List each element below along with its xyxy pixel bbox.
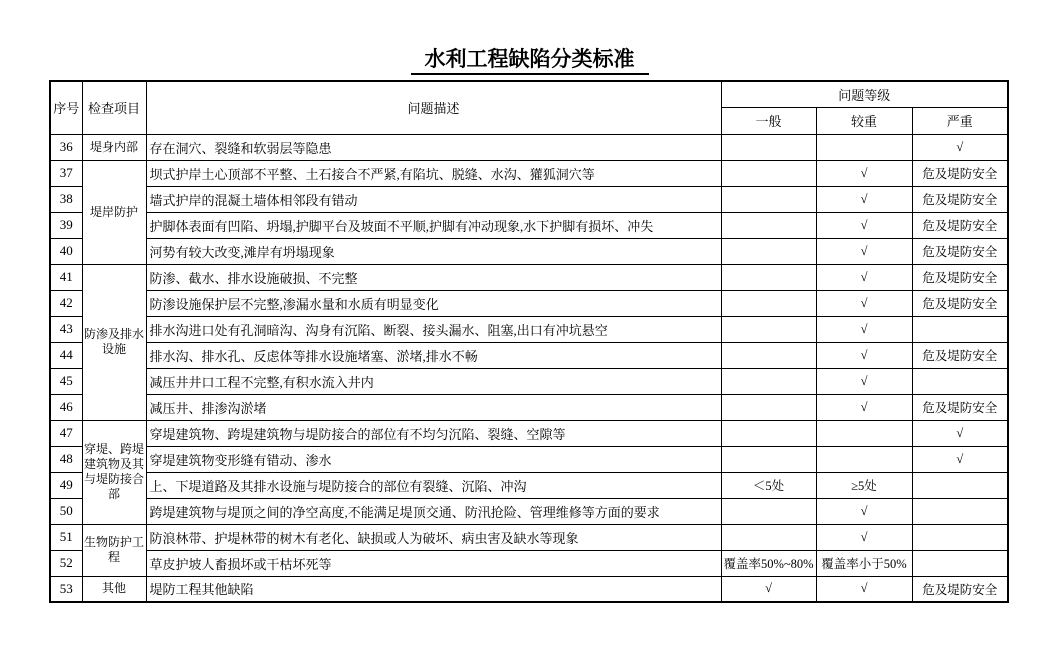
cell-problem-description: 排水沟进口处有孔洞暗沟、沟身有沉陷、断裂、接头漏水、阻塞,出口有冲坑悬空 <box>146 316 721 342</box>
cell-level-moderate: √ <box>816 264 912 290</box>
table-row <box>50 576 1008 602</box>
cell-check-item-group: 堤岸防护 <box>82 160 146 264</box>
cell-level-severe: 危及堤防安全 <box>912 238 1008 264</box>
cell-check-item-group: 生物防护工程 <box>82 524 146 576</box>
defect-classification-table <box>49 80 1009 603</box>
cell-problem-description: 河势有较大改变,滩岸有坍塌现象 <box>146 238 721 264</box>
cell-problem-description: 防渗设施保护层不完整,渗漏水量和水质有明显变化 <box>146 290 721 316</box>
cell-level-general: ＜5处 <box>721 472 816 498</box>
table-header <box>50 81 1008 134</box>
cell-serial-number: 49 <box>50 472 82 498</box>
cell-problem-description: 草皮护坡人畜损坏或干枯坏死等 <box>146 550 721 576</box>
cell-level-general <box>721 238 816 264</box>
cell-level-moderate: √ <box>816 498 912 524</box>
cell-level-severe: 危及堤防安全 <box>912 186 1008 212</box>
cell-level-moderate: √ <box>816 290 912 316</box>
header-check-item: 检查项目 <box>82 81 146 134</box>
cell-level-general <box>721 186 816 212</box>
table-row <box>50 290 1008 316</box>
cell-level-severe: 危及堤防安全 <box>912 264 1008 290</box>
table-row <box>50 342 1008 368</box>
table-row <box>50 446 1008 472</box>
table-row <box>50 524 1008 550</box>
cell-level-moderate: √ <box>816 186 912 212</box>
cell-level-severe: 危及堤防安全 <box>912 342 1008 368</box>
cell-problem-description: 墙式护岸的混凝土墙体相邻段有错动 <box>146 186 721 212</box>
table-body <box>50 134 1008 602</box>
table-row <box>50 394 1008 420</box>
header-problem-level: 问题等级 <box>721 81 1008 107</box>
cell-serial-number: 36 <box>50 134 82 160</box>
cell-serial-number: 38 <box>50 186 82 212</box>
cell-problem-description: 防浪林带、护堤林带的树木有老化、缺损或人为破坏、病虫害及缺水等现象 <box>146 524 721 550</box>
cell-serial-number: 41 <box>50 264 82 290</box>
cell-serial-number: 52 <box>50 550 82 576</box>
cell-serial-number: 39 <box>50 212 82 238</box>
page-title: 水利工程缺陷分类标准 <box>411 47 649 75</box>
cell-problem-description: 减压井井口工程不完整,有积水流入井内 <box>146 368 721 394</box>
cell-level-severe: 危及堤防安全 <box>912 212 1008 238</box>
cell-serial-number: 46 <box>50 394 82 420</box>
cell-level-general <box>721 498 816 524</box>
table-row <box>50 420 1008 446</box>
cell-level-severe <box>912 524 1008 550</box>
document-page <box>0 47 1059 669</box>
cell-level-severe: 危及堤防安全 <box>912 394 1008 420</box>
cell-level-general <box>721 368 816 394</box>
cell-level-general <box>721 446 816 472</box>
cell-level-general <box>721 524 816 550</box>
cell-level-moderate: √ <box>816 212 912 238</box>
cell-problem-description: 防渗、截水、排水设施破损、不完整 <box>146 264 721 290</box>
cell-level-general <box>721 134 816 160</box>
cell-level-general <box>721 394 816 420</box>
cell-serial-number: 48 <box>50 446 82 472</box>
cell-serial-number: 53 <box>50 576 82 602</box>
cell-problem-description: 护脚体表面有凹陷、坍塌,护脚平台及坡面不平顺,护脚有冲动现象,水下护脚有损坏、冲失 <box>146 212 721 238</box>
cell-level-severe <box>912 498 1008 524</box>
cell-level-severe: 危及堤防安全 <box>912 290 1008 316</box>
cell-check-item-group: 穿堤、跨堤建筑物及其与堤防接合部 <box>82 420 146 524</box>
cell-level-general <box>721 342 816 368</box>
cell-level-moderate <box>816 446 912 472</box>
cell-serial-number: 47 <box>50 420 82 446</box>
header-problem-description: 问题描述 <box>146 81 721 134</box>
cell-level-general <box>721 290 816 316</box>
cell-level-moderate: √ <box>816 368 912 394</box>
cell-level-moderate: √ <box>816 342 912 368</box>
cell-level-severe <box>912 368 1008 394</box>
cell-level-general <box>721 420 816 446</box>
cell-level-severe <box>912 550 1008 576</box>
table-row <box>50 160 1008 186</box>
cell-level-general: 覆盖率50%~80% <box>721 550 816 576</box>
cell-problem-description: 穿堤建筑物变形缝有错动、渗水 <box>146 446 721 472</box>
cell-problem-description: 堤防工程其他缺陷 <box>146 576 721 602</box>
cell-problem-description: 穿堤建筑物、跨堤建筑物与堤防接合的部位有不均匀沉陷、裂缝、空隙等 <box>146 420 721 446</box>
cell-level-moderate: √ <box>816 524 912 550</box>
table-row <box>50 316 1008 342</box>
cell-problem-description: 跨堤建筑物与堤顶之间的净空高度,不能满足堤顶交通、防汛抢险、管理维修等方面的要求 <box>146 498 721 524</box>
cell-level-general <box>721 316 816 342</box>
cell-level-severe <box>912 472 1008 498</box>
cell-level-moderate: ≥5处 <box>816 472 912 498</box>
cell-serial-number: 50 <box>50 498 82 524</box>
cell-level-severe: √ <box>912 446 1008 472</box>
cell-level-moderate: √ <box>816 576 912 602</box>
table-row <box>50 368 1008 394</box>
cell-problem-description: 排水沟、排水孔、反虑体等排水设施堵塞、淤堵,排水不畅 <box>146 342 721 368</box>
cell-level-severe: √ <box>912 420 1008 446</box>
cell-problem-description: 存在洞穴、裂缝和软弱层等隐患 <box>146 134 721 160</box>
cell-level-moderate: √ <box>816 238 912 264</box>
header-row-1 <box>50 81 1008 107</box>
cell-serial-number: 43 <box>50 316 82 342</box>
cell-level-moderate: √ <box>816 316 912 342</box>
cell-level-moderate <box>816 420 912 446</box>
table-row <box>50 264 1008 290</box>
cell-serial-number: 42 <box>50 290 82 316</box>
cell-level-moderate: 覆盖率小于50% <box>816 550 912 576</box>
cell-serial-number: 40 <box>50 238 82 264</box>
table-row <box>50 186 1008 212</box>
header-level-moderate: 较重 <box>816 107 912 134</box>
cell-serial-number: 51 <box>50 524 82 550</box>
header-level-general: 一般 <box>721 107 816 134</box>
table-row <box>50 134 1008 160</box>
cell-level-general <box>721 264 816 290</box>
table-row <box>50 550 1008 576</box>
cell-level-moderate <box>816 134 912 160</box>
cell-level-moderate: √ <box>816 160 912 186</box>
table-row <box>50 498 1008 524</box>
cell-level-severe: √ <box>912 134 1008 160</box>
cell-problem-description: 减压井、排渗沟淤堵 <box>146 394 721 420</box>
cell-problem-description: 坝式护岸土心顶部不平整、土石接合不严紧,有陷坑、脱缝、水沟、獾狐洞穴等 <box>146 160 721 186</box>
cell-check-item-group: 其他 <box>82 576 146 602</box>
header-serial-number: 序号 <box>50 81 82 134</box>
table-row <box>50 212 1008 238</box>
cell-problem-description: 上、下堤道路及其排水设施与堤防接合的部位有裂缝、沉陷、冲沟 <box>146 472 721 498</box>
cell-level-severe: 危及堤防安全 <box>912 160 1008 186</box>
table-row <box>50 472 1008 498</box>
cell-check-item-group: 防渗及排水设施 <box>82 264 146 420</box>
cell-level-moderate: √ <box>816 394 912 420</box>
title-container <box>0 47 1059 75</box>
cell-level-severe: 危及堤防安全 <box>912 576 1008 602</box>
table-row <box>50 238 1008 264</box>
cell-serial-number: 44 <box>50 342 82 368</box>
cell-check-item-group: 堤身内部 <box>82 134 146 160</box>
cell-level-general <box>721 212 816 238</box>
header-level-severe: 严重 <box>912 107 1008 134</box>
cell-serial-number: 45 <box>50 368 82 394</box>
cell-level-general <box>721 160 816 186</box>
cell-serial-number: 37 <box>50 160 82 186</box>
cell-level-severe <box>912 316 1008 342</box>
cell-level-general: √ <box>721 576 816 602</box>
